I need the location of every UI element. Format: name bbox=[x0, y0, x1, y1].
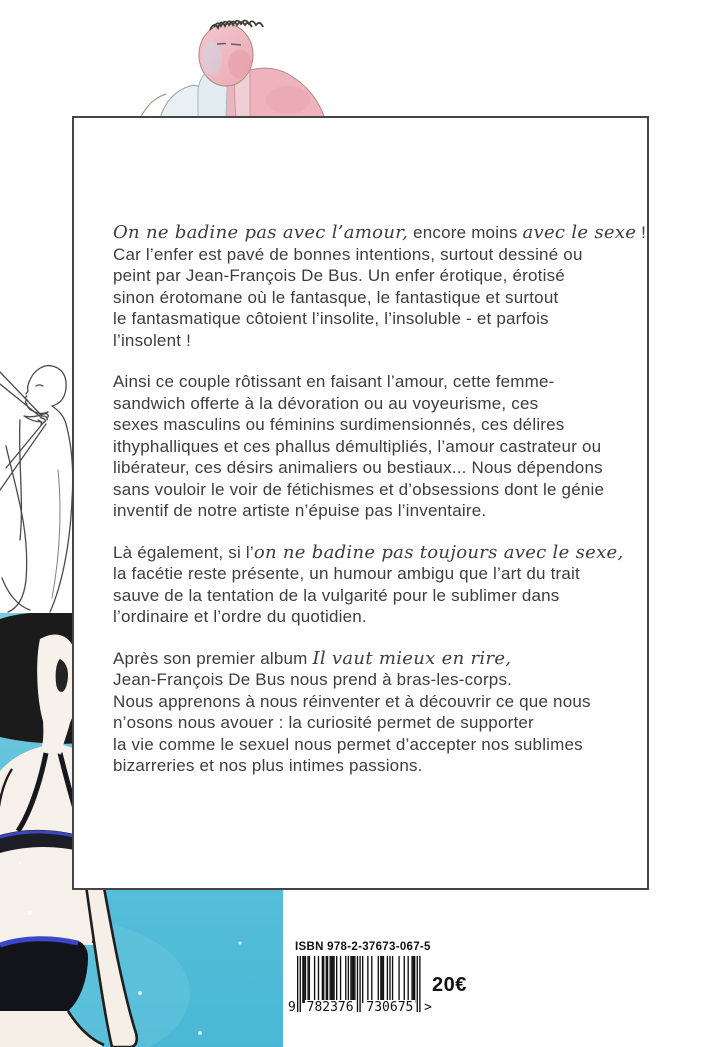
plain-text: l’insolent ! bbox=[113, 330, 191, 350]
line-art bbox=[0, 366, 73, 612]
plain-text: ! bbox=[636, 223, 647, 242]
script-text: avec le sexe bbox=[522, 222, 637, 243]
plain-text: l’ordinaire et l’ordre du quotidien. bbox=[113, 607, 367, 626]
text-line bbox=[113, 500, 637, 522]
barcode-group1: 782376 bbox=[306, 1000, 354, 1015]
plain-text: Car l’enfer est pavé de bonnes intentions, surtout dessiné ou bbox=[113, 244, 583, 264]
pink-figure-illustration bbox=[138, 0, 328, 119]
plain-text: sans vouloir le voir de fétichismes et d’obsessions dont le génie bbox=[113, 479, 605, 499]
plain-text: la vie comme le sexuel nous permet d’accepter nos sublimes bbox=[113, 734, 583, 754]
text-line bbox=[113, 414, 637, 436]
text-line bbox=[113, 330, 637, 352]
text-line bbox=[113, 244, 637, 266]
bikini-bottom bbox=[0, 937, 88, 1011]
barcode-group2: 730675 bbox=[366, 1000, 414, 1015]
text-panel bbox=[72, 116, 649, 890]
text-line bbox=[113, 606, 637, 628]
paragraph bbox=[113, 371, 637, 522]
price-label: 20€ bbox=[432, 974, 467, 996]
barcode-digits bbox=[288, 1000, 432, 1015]
text-line bbox=[113, 669, 637, 691]
plain-text: Ainsi ce couple rôtissant en faisant l’amour, cette femme- bbox=[113, 372, 555, 391]
text-line bbox=[113, 436, 637, 458]
text-line bbox=[113, 542, 637, 564]
plain-text: bizarreries et nos plus intimes passions. bbox=[113, 756, 423, 775]
plain-text: Jean-François De Bus nous prend à bras-les-corps. bbox=[113, 670, 513, 689]
script-text: on ne badine pas toujours avec le sexe, bbox=[253, 541, 624, 563]
plain-text: ithyphalliques et ces phallus démultipliés, l’amour castrateur ou bbox=[113, 436, 602, 456]
plain-text: sinon érotomane où le fantasque, le fantastique et surtout bbox=[113, 287, 559, 307]
text-line bbox=[113, 734, 637, 756]
barcode-prefix: 9 bbox=[288, 1000, 296, 1015]
line-figure-illustration bbox=[0, 350, 74, 615]
plain-text: Nous apprenons à nous réinventer et à découvrir ce que nous bbox=[113, 691, 591, 711]
plain-text: libérateur, ces désirs animaliers ou bestiaux... Nous dépendons bbox=[113, 458, 603, 477]
text-line bbox=[113, 648, 637, 670]
paragraph bbox=[113, 542, 637, 628]
plain-text: peint par Jean-François De Bus. Un enfer érotique, érotisé bbox=[113, 266, 565, 285]
plain-text: n’osons nous avouer : la curiosité permet de supporter bbox=[113, 713, 534, 732]
script-text: Il vaut mieux en rire, bbox=[312, 647, 512, 669]
paragraph bbox=[113, 648, 637, 777]
paragraph bbox=[113, 222, 647, 351]
text-line bbox=[113, 371, 637, 393]
text-line bbox=[113, 585, 637, 607]
text-line bbox=[113, 563, 637, 585]
plain-text: Après son premier album bbox=[113, 648, 313, 668]
text-line bbox=[113, 712, 637, 734]
text-line bbox=[113, 265, 637, 287]
text-line bbox=[113, 457, 637, 479]
text-line bbox=[113, 691, 637, 713]
barcode-suffix: > bbox=[424, 1000, 432, 1015]
plain-text: sexes masculins ou féminins surdimensionnés, ces délires bbox=[113, 415, 565, 434]
text-line bbox=[113, 222, 647, 244]
plain-text: Là également, si l’ bbox=[113, 542, 254, 562]
text-line bbox=[113, 393, 637, 415]
text-line bbox=[113, 308, 637, 330]
text-line bbox=[113, 755, 637, 777]
isbn-label: ISBN 978-2-37673-067-5 bbox=[295, 941, 431, 953]
plain-text: sandwich offerte à la dévoration ou au voyeurisme, ces bbox=[113, 393, 539, 413]
text-line bbox=[113, 287, 637, 309]
plain-text: sauve de la tentation de la vulgarité pour le sublimer dans bbox=[113, 585, 560, 605]
plain-text: le fantasmatique côtoient l’insolite, l’insoluble - et parfois bbox=[113, 309, 549, 328]
text-line bbox=[113, 479, 637, 501]
plain-text: la facétie reste présente, un humour ambigu que l’art du trait bbox=[113, 564, 580, 583]
plain-text: encore moins bbox=[408, 223, 523, 242]
plain-text: inventif de notre artiste n’épuise pas l’inventaire. bbox=[113, 501, 487, 520]
back-cover-text bbox=[113, 222, 647, 797]
script-text: On ne badine pas avec l’amour, bbox=[113, 222, 409, 243]
